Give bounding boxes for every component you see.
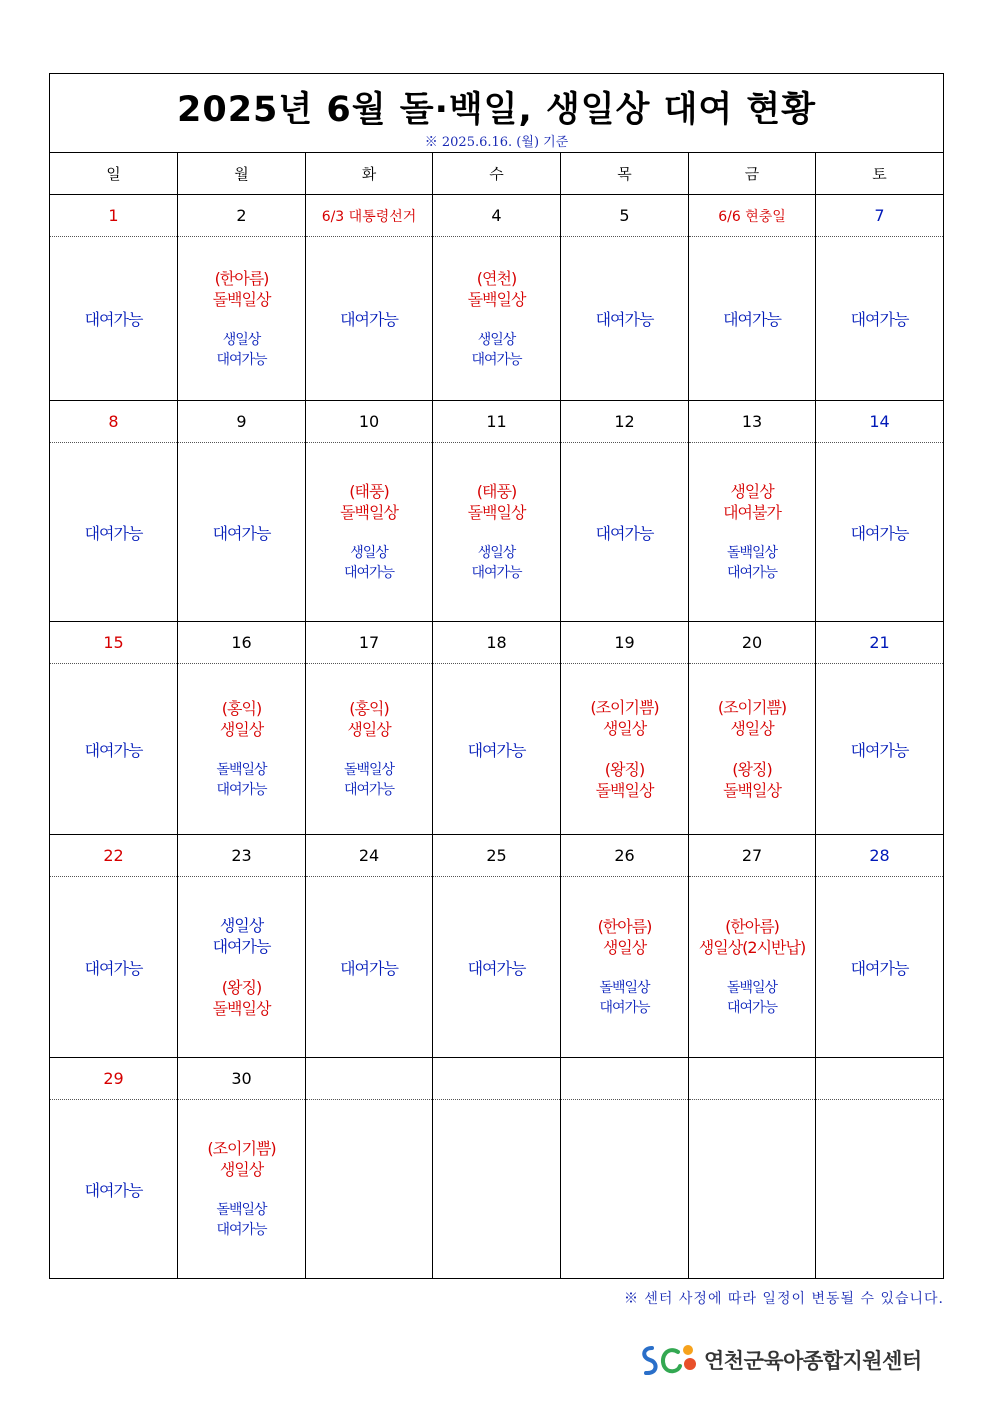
date-cell: 2 [178,195,306,237]
reservation-name: (한아름) [725,917,779,936]
day-content-cell [689,237,816,401]
date-cell: 21 [816,622,944,664]
day-content-cell [306,237,433,401]
date-cell: 28 [816,835,944,877]
date-cell: 26 [561,835,689,877]
reserved-item: 돌백일상 [340,503,398,522]
available-item: 돌백일상 [726,980,778,996]
day-content-cell [306,1100,433,1279]
page-title: 2025년 6월 돌·백일, 생일상 대여 현황 [177,90,817,130]
center-logo-name: 연천군육아종합지원센터 [704,1349,922,1373]
date-cell: 6/6 현충일 [689,195,816,237]
weekday-mon: 월 [178,153,306,195]
date-cell: 24 [306,835,433,877]
footnote: ※ 센터 사정에 따라 일정이 변동될 수 있습니다. [623,1291,944,1307]
reserved-item: 돌백일상 [212,289,271,309]
day-content-cell [50,237,178,401]
day-content-cell [689,877,816,1058]
available-item: 돌백일상 [343,762,395,778]
reserved-item: 생일상 [730,719,774,738]
day-content-cell [178,1100,306,1279]
reserved-item: 돌백일상 [595,781,654,800]
reservation-name: (태풍) [476,482,517,501]
date-cell [689,1058,816,1100]
rental-status: 대여가능 [216,351,267,368]
reserved-item: 생일상 [219,1160,264,1179]
available-item: 생일상 [222,331,261,348]
date-cell: 30 [178,1058,306,1100]
available-item: 생일상 [219,916,264,935]
day-content-cell [306,877,433,1058]
day-content-cell [689,443,816,622]
day-content-cell [50,443,178,622]
day-content-cell [561,877,689,1058]
day-content-cell [433,1100,561,1279]
date-cell: 10 [306,401,433,443]
day-content-cell [178,443,306,622]
rental-status: 대여가능 [471,565,522,581]
weekday-thu: 목 [561,153,689,195]
date-cell: 25 [433,835,561,877]
date-cell: 8 [50,401,178,443]
rental-status: 대여가능 [340,310,398,329]
reservation-name: (조이기쁨) [590,698,659,717]
content-row [50,237,944,401]
day-content-cell [816,237,944,401]
reservation-name: (왕징) [732,760,772,779]
reserved-item: 대여불가 [723,503,781,522]
rental-status: 대여가능 [726,565,778,581]
calendar-table [49,73,944,1279]
reservation-name: 생일상 [730,482,774,501]
reservation-name: (왕징) [604,760,645,779]
date-cell [816,1058,944,1100]
reserved-item: 돌백일상 [467,289,526,309]
available-item: 생일상 [350,545,388,561]
rental-status: 대여가능 [84,958,143,978]
reserved-item: 돌백일상 [467,503,526,522]
rental-status: 대여가능 [212,523,271,543]
day-content-cell [816,664,944,835]
reserved-item: 생일상 [347,720,391,739]
rental-status: 대여가능 [84,740,143,760]
weekday-wed: 수 [433,153,561,195]
day-content-cell [433,443,561,622]
day-content-cell [816,443,944,622]
available-item: 돌백일상 [726,545,778,561]
date-cell: 11 [433,401,561,443]
day-content-cell [433,664,561,835]
rental-status: 대여가능 [212,937,271,956]
title-cell [50,74,944,153]
date-cell [433,1058,561,1100]
reservation-name: (조이기쁨) [207,1139,276,1158]
reserved-item: 생일상 [602,938,647,957]
content-row [50,443,944,622]
rental-status: 대여가능 [216,782,267,798]
date-cell: 22 [50,835,178,877]
rental-status: 대여가능 [723,310,781,329]
available-item: 생일상 [477,331,516,348]
day-content-cell [178,877,306,1058]
date-cell [306,1058,433,1100]
date-cell: 14 [816,401,944,443]
date-cell: 19 [561,622,689,664]
rental-status: 대여가능 [599,1000,650,1016]
date-cell: 5 [561,195,689,237]
weekday-header-row [50,153,944,195]
rental-status: 대여가능 [595,310,654,329]
date-cell: 20 [689,622,816,664]
date-cell: 29 [50,1058,178,1100]
weekday-sat: 토 [816,153,944,195]
date-cell: 18 [433,622,561,664]
day-content-cell [433,237,561,401]
reservation-name: (왕징) [221,978,262,997]
rental-status: 대여가능 [595,523,654,543]
reserved-item: 돌백일상 [212,999,271,1018]
reservation-name: (홍익) [221,699,262,718]
date-cell: 17 [306,622,433,664]
reservation-name: (조이기쁨) [717,698,787,717]
reserved-item: 돌백일상 [723,781,781,800]
day-content-cell [561,1100,689,1279]
reservation-name: (연천) [476,268,517,288]
rental-status: 대여가능 [467,740,526,760]
rental-status: 대여가능 [343,782,395,798]
reservation-name: (태풍) [349,482,389,501]
date-cell: 16 [178,622,306,664]
reservation-name: (한아름) [214,268,269,288]
available-item: 생일상 [477,545,516,561]
day-content-cell [178,237,306,401]
day-content-cell [50,1100,178,1279]
day-content-cell [561,237,689,401]
date-row [50,1058,944,1100]
date-cell: 13 [689,401,816,443]
date-cell: 6/3 대통령선거 [306,195,433,237]
day-content-cell [50,664,178,835]
weekday-fri: 금 [689,153,816,195]
weekday-sun: 일 [50,153,178,195]
center-logo-icon [638,1340,700,1380]
reserved-item: 생일상 [219,720,264,739]
date-cell: 27 [689,835,816,877]
date-cell: 9 [178,401,306,443]
reserved-item: 생일상(2시반납) [698,938,806,957]
rental-status: 대여가능 [340,958,398,978]
date-cell: 7 [816,195,944,237]
rental-status: 대여가능 [471,351,522,368]
available-item: 돌백일상 [216,1202,267,1218]
reference-date: ※ 2025.6.16. (월) 기준 [424,135,569,150]
date-row [50,401,944,443]
day-content-cell [50,877,178,1058]
date-row [50,622,944,664]
date-row [50,835,944,877]
day-content-cell [178,664,306,835]
rental-status: 대여가능 [467,958,526,978]
rental-status: 대여가능 [850,958,909,978]
day-content-cell [561,443,689,622]
rental-status: 대여가능 [84,310,143,329]
day-content-cell [816,877,944,1058]
rental-status: 대여가능 [216,1222,267,1238]
available-item: 돌백일상 [216,762,267,778]
date-cell [561,1058,689,1100]
content-row [50,877,944,1058]
day-content-cell [306,443,433,622]
date-cell: 15 [50,622,178,664]
rental-status: 대여가능 [850,310,909,329]
day-content-cell [306,664,433,835]
date-cell: 4 [433,195,561,237]
rental-status: 대여가능 [343,565,395,581]
center-logo [638,1340,922,1380]
day-content-cell [561,664,689,835]
rental-status: 대여가능 [84,1180,143,1200]
date-cell: 1 [50,195,178,237]
date-cell: 23 [178,835,306,877]
rental-status: 대여가능 [726,1000,778,1016]
reserved-item: 생일상 [602,719,647,738]
day-content-cell [689,1100,816,1279]
content-row [50,1100,944,1279]
content-row [50,664,944,835]
date-row [50,195,944,237]
weekday-tue: 화 [306,153,433,195]
day-content-cell [433,877,561,1058]
day-content-cell [816,1100,944,1279]
date-cell: 12 [561,401,689,443]
reservation-name: (한아름) [597,917,652,936]
rental-status: 대여가능 [850,523,909,543]
available-item: 돌백일상 [599,980,650,996]
rental-status: 대여가능 [84,523,143,543]
day-content-cell [689,664,816,835]
rental-status: 대여가능 [850,740,909,760]
reservation-name: (홍익) [349,699,389,718]
